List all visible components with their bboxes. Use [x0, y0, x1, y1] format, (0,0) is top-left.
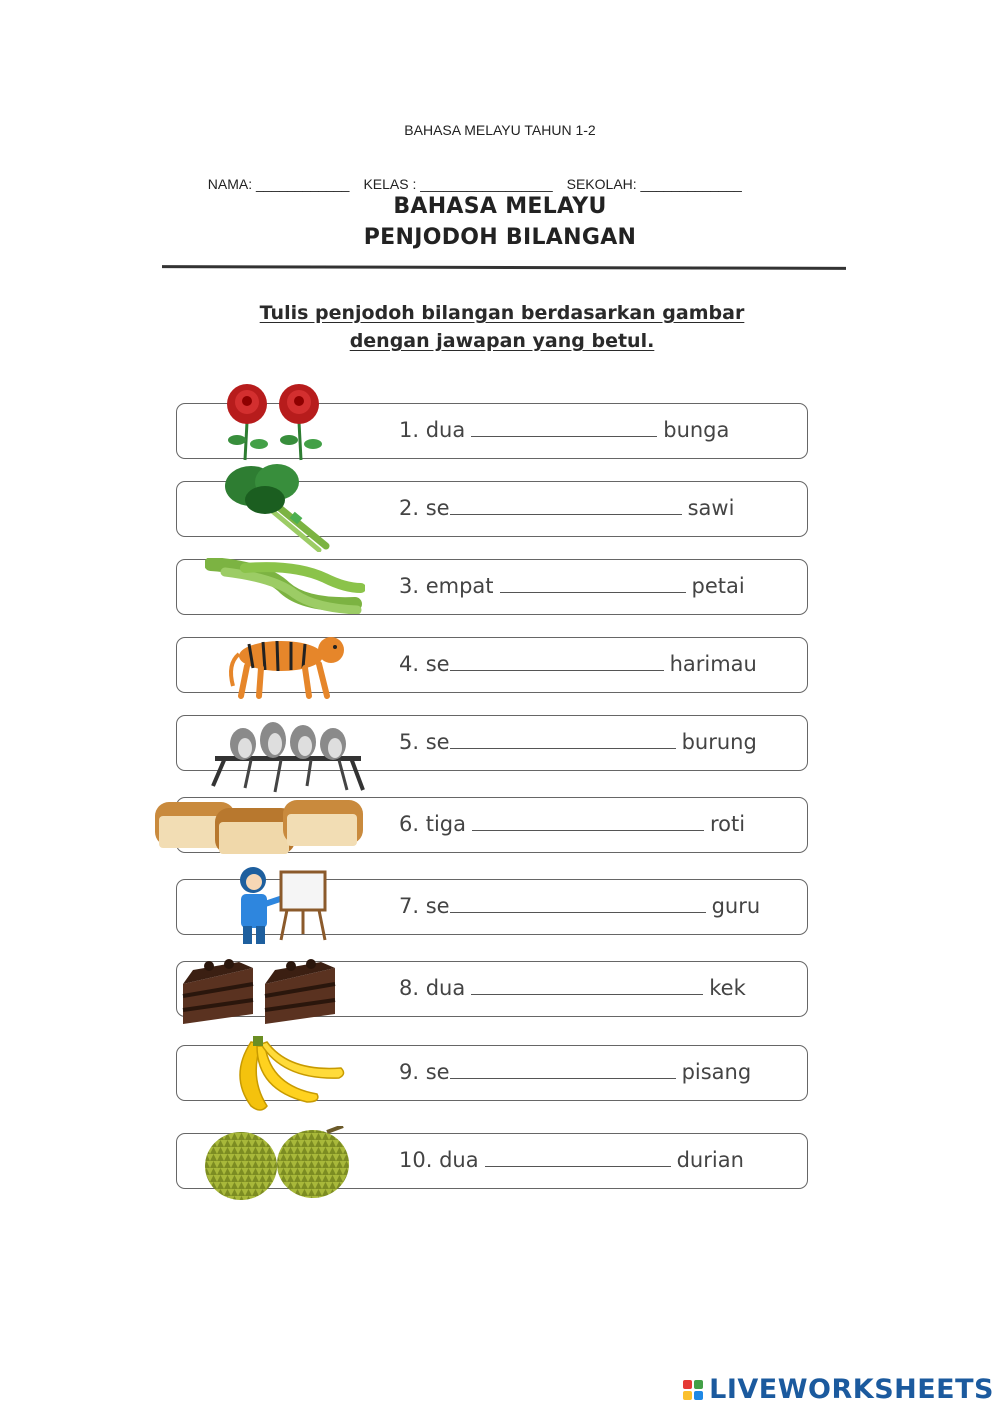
question-noun: sawi	[687, 496, 735, 520]
kelas-field[interactable]: KELAS : _________________	[363, 176, 553, 192]
question-row-5	[176, 715, 808, 771]
question-prefix: 2. se	[399, 496, 450, 520]
subject-line: BAHASA MELAYU TAHUN 1-2	[404, 122, 596, 138]
answer-blank[interactable]	[471, 976, 703, 995]
question-prefix: 5. se	[399, 730, 450, 754]
answer-blank[interactable]	[500, 574, 686, 593]
question-row-8	[176, 961, 808, 1017]
question-noun: petai	[691, 574, 745, 598]
worksheet-title: BAHASA MELAYU	[393, 194, 607, 219]
question-row-6	[176, 797, 808, 853]
answer-blank[interactable]	[472, 812, 704, 831]
question-prefix: 10. dua	[399, 1148, 479, 1172]
question-text	[399, 894, 760, 918]
question-text	[399, 574, 745, 598]
liveworksheets-logo	[683, 1374, 994, 1405]
question-text	[399, 812, 745, 836]
question-prefix: 4. se	[399, 652, 450, 676]
question-row-10	[176, 1133, 808, 1189]
question-row-4	[176, 637, 808, 693]
question-row-2	[176, 481, 808, 537]
question-text	[399, 1060, 751, 1084]
roses-icon	[217, 382, 337, 462]
question-noun: harimau	[669, 652, 757, 676]
student-fields	[200, 160, 820, 192]
question-row-3	[176, 559, 808, 615]
question-row-9	[176, 1045, 808, 1101]
question-prefix: 9. se	[399, 1060, 450, 1084]
worksheet-subtitle: PENJODOH BILANGAN	[363, 225, 637, 250]
answer-blank[interactable]	[450, 652, 664, 671]
question-text	[399, 1148, 744, 1172]
tiger-icon	[223, 630, 353, 700]
bananas-icon	[227, 1036, 351, 1118]
petai-beans-icon	[205, 558, 365, 614]
question-noun: roti	[709, 812, 746, 836]
answer-blank[interactable]	[450, 1060, 676, 1079]
answer-blank[interactable]	[450, 894, 706, 913]
mustard-greens-icon	[221, 460, 341, 552]
question-text	[399, 730, 757, 754]
question-noun: bunga	[663, 418, 730, 442]
answer-blank[interactable]	[450, 496, 682, 515]
instruction-line-2: dengan jawapan yang betul.	[349, 330, 655, 352]
question-prefix: 6. tiga	[399, 812, 466, 836]
instruction-line-1: Tulis penjodoh bilangan berdasarkan gambar	[259, 302, 745, 324]
question-text	[399, 418, 729, 442]
cake-icon	[179, 954, 349, 1030]
question-prefix: 3. empat	[399, 574, 494, 598]
question-noun: guru	[711, 894, 761, 918]
question-noun: burung	[681, 730, 757, 754]
question-row-7	[176, 879, 808, 935]
question-prefix: 7. se	[399, 894, 450, 918]
question-row-1	[176, 403, 808, 459]
question-prefix: 8. dua	[399, 976, 466, 1000]
nama-field[interactable]: NAMA: ____________	[207, 176, 350, 192]
question-text	[399, 496, 734, 520]
logo-text: LIVEWORKSHEETS	[709, 1374, 994, 1405]
logo-mark-icon	[683, 1380, 703, 1400]
question-noun: kek	[709, 976, 746, 1000]
bread-icon	[153, 794, 367, 860]
answer-blank[interactable]	[450, 730, 676, 749]
answer-blank[interactable]	[485, 1148, 671, 1167]
sekolah-field[interactable]: SEKOLAH: _____________	[566, 176, 742, 192]
question-text	[399, 976, 746, 1000]
question-prefix: 1. dua	[399, 418, 466, 442]
birds-icon	[211, 716, 367, 800]
question-noun: pisang	[681, 1060, 752, 1084]
teacher-icon	[231, 864, 331, 956]
answer-blank[interactable]	[471, 418, 657, 437]
title-divider	[162, 265, 846, 270]
question-text	[399, 652, 757, 676]
question-noun: durian	[676, 1148, 744, 1172]
durian-icon	[203, 1126, 355, 1202]
